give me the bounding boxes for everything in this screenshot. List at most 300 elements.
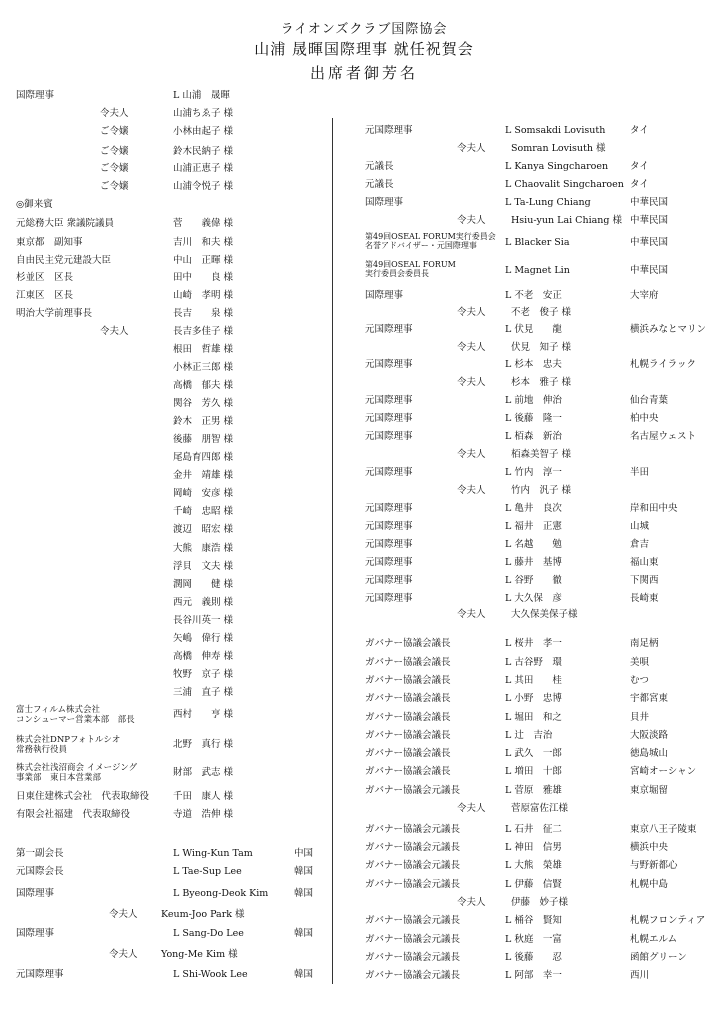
- attendee-name: 後藤 朋智 様: [173, 434, 234, 445]
- attendee-row: [16, 88, 321, 104]
- attendee-role: 令夫人: [457, 307, 486, 318]
- attendee-name: 大熊 康浩 様: [173, 543, 234, 554]
- attendee-name: 山浦正恵子 様: [173, 163, 234, 174]
- attendee-name: L 谷野 徹: [505, 575, 562, 586]
- attendee-name: L 伏見 龍: [505, 324, 562, 335]
- attendee-role: 元国際理事: [16, 969, 64, 980]
- attendee-affiliation: 札幌ライラック: [630, 359, 697, 370]
- attendee-affiliation: 宮崎オーシャン: [630, 766, 697, 777]
- attendee-affiliation: タイ: [630, 179, 649, 190]
- org-name: ライオンズクラブ国際協会: [280, 22, 448, 37]
- attendee-affiliation: 半田: [630, 467, 650, 478]
- attendee-affiliation: 倉吉: [630, 539, 650, 550]
- attendee-name: 潤岡 健 様: [173, 579, 234, 590]
- attendee-row: [365, 141, 710, 157]
- attendee-row: [365, 655, 710, 671]
- attendee-name: L 古谷野 環: [505, 657, 562, 668]
- attendee-row: [365, 913, 710, 929]
- attendee-name: 山浦令悦子 様: [173, 181, 234, 192]
- attendee-affiliation: 山城: [630, 521, 650, 532]
- attendee-role: 国際理事: [16, 928, 55, 939]
- attendee-role: 元国際理事: [365, 575, 413, 586]
- attendee-affiliation: 宇都宮東: [630, 693, 669, 704]
- attendee-affiliation: 中華民国: [630, 197, 669, 208]
- attendee-name: L Kanya Singcharoen: [505, 161, 609, 172]
- attendee-name: L 其田 桂: [505, 675, 562, 686]
- attendee-name: Somran Lovisuth 様: [511, 143, 606, 154]
- attendee-role: 国際理事: [365, 197, 404, 208]
- attendee-name: 栢森美智子 様: [511, 449, 572, 460]
- attendee-row: [16, 124, 321, 140]
- attendee-name: 西村 亨 様: [173, 709, 234, 720]
- attendee-name: L 亀井 良次: [505, 503, 562, 514]
- attendee-row: [16, 179, 321, 195]
- attendee-row: [16, 378, 321, 394]
- attendee-affiliation: 徳島城山: [630, 748, 669, 759]
- attendee-role: 令夫人: [457, 342, 486, 353]
- attendee-name: 北野 真行 様: [173, 739, 234, 750]
- attendee-name: 矢嶋 偉行 様: [173, 633, 234, 644]
- attendee-affiliation: 中国: [294, 848, 314, 859]
- attendee-name: L Shi-Wook Lee: [173, 969, 248, 980]
- attendee-name: 伏見 知子 様: [511, 342, 572, 353]
- attendee-row: [16, 450, 321, 466]
- attendee-name: L 石井 征二: [505, 824, 562, 835]
- attendee-row: [16, 144, 321, 160]
- attendee-role: ご令嬢: [100, 163, 129, 174]
- attendee-name: L 名越 勉: [505, 539, 562, 550]
- attendee-row: [16, 807, 321, 823]
- attendee-name: 長谷川英一 様: [173, 615, 234, 626]
- attendee-name: 中山 正暉 様: [173, 255, 234, 266]
- attendee-row: [16, 789, 321, 805]
- attendee-role: ガバナー協議会元議長: [365, 934, 461, 945]
- attendee-role: 国際理事: [365, 290, 404, 301]
- attendee-row: [16, 288, 321, 304]
- attendee-affiliation: 札幌フロンティア: [630, 915, 706, 926]
- attendee-row: [16, 967, 321, 983]
- attendee-role: 元国際会長: [16, 866, 64, 877]
- attendee-role: 令夫人: [457, 449, 486, 460]
- attendee-role: 日東住建株式会社 代表取締役: [16, 791, 150, 802]
- attendee-row: [16, 907, 321, 923]
- attendee-name: L 前地 伸治: [505, 395, 562, 406]
- attendee-affiliation: 韓国: [294, 969, 314, 980]
- attendee-row: [365, 159, 710, 175]
- attendee-role: ガバナー協議会元議長: [365, 842, 461, 853]
- attendee-affiliation: 東京堀留: [630, 785, 669, 796]
- attendee-row: [16, 396, 321, 412]
- attendee-row: [365, 483, 710, 499]
- attendee-row: [365, 501, 710, 517]
- attendee-row: [16, 737, 321, 753]
- attendee-name: 田中 良 様: [173, 272, 234, 283]
- attendee-row: [365, 968, 710, 984]
- attendee-name: 高橋 郁夫 様: [173, 380, 234, 391]
- attendee-role: 令夫人: [457, 897, 486, 908]
- attendee-row: [16, 216, 321, 232]
- attendee-row: [365, 895, 710, 911]
- attendee-row: [16, 270, 321, 286]
- attendee-role: 株式会社DNPフォトルシオ 常務執行役員: [16, 735, 121, 755]
- attendee-row: [16, 342, 321, 358]
- attendee-row: [365, 840, 710, 856]
- attendee-row: [16, 707, 321, 723]
- attendee-role: ガバナー協議会元議長: [365, 970, 461, 981]
- attendee-row: [365, 710, 710, 726]
- attendee-row: [365, 375, 710, 391]
- attendee-role: 元国際理事: [365, 395, 413, 406]
- attendee-row: [365, 607, 710, 623]
- attendee-row: [365, 932, 710, 948]
- attendee-name: L 菅原 雅雄: [505, 785, 562, 796]
- attendee-name: 千崎 忠昭 様: [173, 506, 234, 517]
- attendee-role: 元国際理事: [365, 359, 413, 370]
- attendee-role: 第49回OSEAL FORUM 実行委員会委員長: [365, 260, 456, 278]
- attendee-name: 浮貝 文夫 様: [173, 561, 234, 572]
- attendee-role: 元議長: [365, 161, 394, 172]
- attendee-name: 金井 靖雄 様: [173, 470, 234, 481]
- attendee-name: L 伊藤 信賢: [505, 879, 562, 890]
- attendee-row: [365, 177, 710, 193]
- attendee-name: L 山浦 晟暉: [173, 90, 230, 101]
- attendee-role: ガバナー協議会元議長: [365, 879, 461, 890]
- event-title: 山浦 晟暉国際理事 就任祝賀会: [254, 40, 474, 58]
- attendee-name: 牧野 京子 様: [173, 669, 234, 680]
- attendee-name: L 藤井 基博: [505, 557, 562, 568]
- attendee-role: ご令嬢: [100, 181, 129, 192]
- attendee-name: 長吉多佳子 様: [173, 326, 234, 337]
- attendee-row: [16, 324, 321, 340]
- attendee-affiliation: タイ: [630, 125, 649, 136]
- attendee-name: L 不老 安正: [505, 290, 562, 301]
- attendee-row: [365, 322, 710, 338]
- attendee-row: [365, 691, 710, 707]
- attendee-name: 高橋 伸寿 様: [173, 651, 234, 662]
- attendee-name: 根田 哲雄 様: [173, 344, 234, 355]
- attendee-row: [16, 414, 321, 430]
- attendee-name: L 大熊 榮雄: [505, 860, 562, 871]
- attendee-row: [16, 486, 321, 502]
- attendee-affiliation: 岸和田中央: [630, 503, 678, 514]
- attendee-row: [365, 123, 710, 139]
- attendee-row: [365, 728, 710, 744]
- attendee-role: ご令嬢: [100, 126, 129, 137]
- attendee-name: 寺道 浩伸 様: [173, 809, 234, 820]
- attendee-role: 令夫人: [457, 377, 486, 388]
- attendee-affiliation: 柏中央: [630, 413, 659, 424]
- attendee-row: [365, 429, 710, 445]
- attendee-row: [365, 288, 710, 304]
- attendee-affiliation: 貝井: [630, 712, 650, 723]
- attendee-role: ガバナー協議会元議長: [365, 952, 461, 963]
- attendee-role: 元国際理事: [365, 503, 413, 514]
- attendee-name: L Tae-Sup Lee: [173, 866, 242, 877]
- attendee-role: 令夫人: [109, 949, 138, 960]
- attendee-name: L 竹内 淳一: [505, 467, 562, 478]
- attendee-role: 元国際理事: [365, 125, 413, 136]
- attendee-row: [16, 947, 321, 963]
- attendee-name: L 武久 一郎: [505, 748, 562, 759]
- attendee-name: L 増田 十郎: [505, 766, 562, 777]
- attendee-role: 令夫人: [457, 803, 486, 814]
- attendee-affiliation: 札幌エルム: [630, 934, 678, 945]
- attendee-role: 元国際理事: [365, 431, 413, 442]
- attendee-role: 元国際理事: [365, 521, 413, 532]
- attendee-role: 元国際理事: [365, 593, 413, 604]
- attendee-role: 江東区 区長: [16, 290, 74, 301]
- attendee-row: [16, 613, 321, 629]
- attendee-role: 元国際理事: [365, 467, 413, 478]
- attendee-name: L Sang-Do Lee: [173, 928, 244, 939]
- attendee-name: L 大久保 彦: [505, 593, 562, 604]
- attendee-name: Keum-Joo Park 様: [161, 909, 245, 920]
- attendee-row: [16, 926, 321, 942]
- attendee-name: 伊藤 妙子様: [511, 897, 569, 908]
- attendee-name: 小林由起子 様: [173, 126, 234, 137]
- attendee-row: [365, 213, 710, 229]
- attendee-name: L 杉本 忠夫: [505, 359, 562, 370]
- attendee-role: ガバナー協議会元議長: [365, 785, 461, 796]
- attendee-name: L 神田 信男: [505, 842, 562, 853]
- attendee-role: 第49回OSEAL FORUM実行委員会 名誉アドバイザー・元国際理事: [365, 232, 496, 250]
- attendee-role: 元国際理事: [365, 413, 413, 424]
- attendee-name: L 栢森 新治: [505, 431, 562, 442]
- attendee-affiliation: 長崎東: [630, 593, 659, 604]
- attendee-row: [365, 636, 710, 652]
- attendee-name: L Somsakdi Lovisuth: [505, 125, 606, 136]
- attendee-row: [16, 306, 321, 322]
- attendee-row: [16, 595, 321, 611]
- attendee-row: [16, 559, 321, 575]
- attendee-affiliation: 仙台青葉: [630, 395, 669, 406]
- attendee-role: ガバナー協議会議長: [365, 712, 451, 723]
- attendee-row: [365, 519, 710, 535]
- attendee-role: 令夫人: [457, 609, 486, 620]
- attendee-row: [365, 673, 710, 689]
- attendee-role: ガバナー協議会議長: [365, 748, 451, 759]
- attendee-row: [16, 468, 321, 484]
- attendee-row: [365, 447, 710, 463]
- column-divider: [332, 118, 333, 984]
- attendee-name: 大久保美保子様: [511, 609, 578, 620]
- attendee-name: 杉本 雅子 様: [511, 377, 572, 388]
- attendee-name: 岡崎 安彦 様: [173, 488, 234, 499]
- attendee-name: 西元 義則 様: [173, 597, 234, 608]
- attendee-role: ガバナー協議会議長: [365, 766, 451, 777]
- attendee-name: 千田 康人 様: [173, 791, 234, 802]
- attendee-name: L 後藤 隆一: [505, 413, 562, 424]
- attendee-affiliation: 与野新都心: [630, 860, 678, 871]
- attendee-name: L 堀田 和之: [505, 712, 562, 723]
- attendee-role: 令夫人: [109, 909, 138, 920]
- attendee-row: [365, 801, 710, 817]
- attendee-name: L Magnet Lin: [505, 265, 570, 276]
- attendee-row: [16, 649, 321, 665]
- attendee-affiliation: 韓国: [294, 888, 314, 899]
- attendee-row: [365, 764, 710, 780]
- attendee-row: [16, 577, 321, 593]
- attendee-affiliation: 函館グリーン: [630, 952, 687, 963]
- attendee-affiliation: 西川: [630, 970, 650, 981]
- attendee-role: ガバナー協議会議長: [365, 693, 451, 704]
- attendee-affiliation: 東京八王子陵東: [630, 824, 697, 835]
- attendee-name: 長吉 泉 様: [173, 308, 234, 319]
- attendee-role: 有限会社福建 代表取締役: [16, 809, 131, 820]
- attendee-name: L 桜井 孝一: [505, 638, 562, 649]
- attendee-name: L Wing-Kun Tam: [173, 848, 253, 859]
- attendee-name: 山浦ちゑ子 様: [173, 108, 234, 119]
- attendee-role: 国際理事: [16, 888, 55, 899]
- attendee-name: L 秋庭 一富: [505, 934, 562, 945]
- attendee-row: [365, 232, 710, 251]
- attendee-affiliation: 中華民国: [630, 265, 669, 276]
- attendee-row: [16, 360, 321, 376]
- attendee-row: [16, 106, 321, 122]
- attendee-row: [365, 537, 710, 553]
- attendee-row: [365, 746, 710, 762]
- attendee-row: [365, 305, 710, 321]
- attendee-row: [365, 573, 710, 589]
- attendee-row: [16, 667, 321, 683]
- attendee-name: L 福井 正憲: [505, 521, 562, 532]
- attendee-affiliation: 札幌中島: [630, 879, 669, 890]
- attendee-row: [365, 783, 710, 799]
- attendee-affiliation: 福山東: [630, 557, 659, 568]
- attendee-row: [16, 197, 321, 213]
- attendee-role: 令夫人: [100, 326, 129, 337]
- attendee-affiliation: 横浜中央: [630, 842, 669, 853]
- attendee-role: ガバナー協議会元議長: [365, 860, 461, 871]
- attendee-affiliation: タイ: [630, 161, 649, 172]
- attendee-affiliation: 下関西: [630, 575, 659, 586]
- attendee-row: [365, 822, 710, 838]
- attendee-row: [16, 541, 321, 557]
- attendee-affiliation: 中華民国: [630, 215, 669, 226]
- attendee-name: 鈴木 正男 様: [173, 416, 234, 427]
- attendee-role: 元議長: [365, 179, 394, 190]
- attendee-row: [365, 260, 710, 279]
- attendee-role: 元国際理事: [365, 557, 413, 568]
- attendee-affiliation: 大宰府: [630, 290, 659, 301]
- attendee-row: [365, 195, 710, 211]
- attendee-affiliation: 美唄: [630, 657, 650, 668]
- attendee-row: [365, 950, 710, 966]
- attendee-name: L Byeong-Deok Kim: [173, 888, 269, 899]
- attendee-name: L 阿部 幸一: [505, 970, 562, 981]
- attendee-affiliation: むつ: [630, 675, 650, 686]
- attendee-role: 令夫人: [457, 215, 486, 226]
- attendee-role: ガバナー協議会議長: [365, 675, 451, 686]
- attendee-name: Hsiu-yun Lai Chiang 様: [511, 215, 622, 226]
- attendee-name: L 桶谷 賢知: [505, 915, 562, 926]
- attendee-role: 元国際理事: [365, 324, 413, 335]
- attendee-row: [365, 357, 710, 373]
- attendee-affiliation: 横浜みなとマリン: [630, 324, 707, 335]
- attendee-row: [16, 864, 321, 880]
- attendee-role: ガバナー協議会元議長: [365, 824, 461, 835]
- attendee-role: 国際理事: [16, 90, 55, 101]
- attendee-name: L Ta-Lung Chiang: [505, 197, 591, 208]
- attendee-row: [365, 393, 710, 409]
- attendee-row: [365, 877, 710, 893]
- attendee-role: 第一副会長: [16, 848, 64, 859]
- attendee-name: L Chaovalit Singcharoen: [505, 179, 624, 190]
- attendee-name: L 辻 吉治: [505, 730, 553, 741]
- attendee-role: 富士フィルム株式会社 コンシューマー営業本部 部長: [16, 705, 135, 725]
- attendee-row: [365, 411, 710, 427]
- attendee-role: 令夫人: [457, 143, 486, 154]
- attendee-row: [16, 432, 321, 448]
- attendee-name: 鈴木民納子 様: [173, 146, 234, 157]
- attendee-name: 小林正三郎 様: [173, 362, 234, 373]
- attendee-role: 令夫人: [100, 108, 129, 119]
- attendee-row: [16, 846, 321, 862]
- attendee-role: ガバナー協議会元議長: [365, 915, 461, 926]
- attendee-name: 竹内 汎子 様: [511, 485, 572, 496]
- attendee-name: 関谷 芳久 様: [173, 398, 234, 409]
- attendee-name: 三浦 直子 様: [173, 687, 234, 698]
- attendee-role: 元国際理事: [365, 539, 413, 550]
- attendee-affiliation: 南足柄: [630, 638, 659, 649]
- attendee-role: 令夫人: [457, 485, 486, 496]
- attendee-row: [16, 161, 321, 177]
- attendee-name: 山崎 孝明 様: [173, 290, 234, 301]
- attendee-name: 菅原富佐江様: [511, 803, 569, 814]
- attendee-row: [16, 522, 321, 538]
- attendee-role: 杉並区 区長: [16, 272, 74, 283]
- attendee-row: [16, 631, 321, 647]
- attendee-name: L Blacker Sia: [505, 237, 570, 248]
- attendee-name: 菅 義偉 様: [173, 218, 234, 229]
- attendee-name: 財部 武志 様: [173, 767, 234, 778]
- attendee-row: [365, 465, 710, 481]
- attendee-name: 尾島育四郎 様: [173, 452, 234, 463]
- attendee-role: ◎御来賓: [16, 199, 53, 210]
- attendee-row: [365, 340, 710, 356]
- attendee-role: 東京都 副知事: [16, 237, 83, 248]
- attendee-role: 明治大学前理事長: [16, 308, 93, 319]
- attendee-name: L 後藤 忍: [505, 952, 562, 963]
- attendee-role: ガバナー協議会議長: [365, 657, 451, 668]
- attendee-row: [16, 886, 321, 902]
- attendee-name: 不老 俊子 様: [511, 307, 572, 318]
- attendee-affiliation: 中華民国: [630, 237, 669, 248]
- attendee-role: ガバナー協議会議長: [365, 730, 451, 741]
- attendee-row: [365, 858, 710, 874]
- attendee-name: L 小野 忠博: [505, 693, 562, 704]
- attendee-role: ご令嬢: [100, 146, 129, 157]
- attendee-role: 株式会社浅沼商会 イメージング 事業部 東日本営業部: [16, 763, 138, 783]
- attendee-row: [16, 235, 321, 251]
- attendee-list-heading: 出席者御芳名: [309, 64, 418, 82]
- attendee-name: Yong-Me Kim 様: [161, 949, 238, 960]
- attendee-role: 自由民主党元建設大臣: [16, 255, 112, 266]
- attendee-role: 元総務大臣 衆議院議員: [16, 218, 115, 229]
- attendee-row: [365, 591, 710, 607]
- attendee-affiliation: 韓国: [294, 866, 314, 877]
- attendee-affiliation: 大阪淡路: [630, 730, 669, 741]
- attendee-row: [16, 765, 321, 781]
- attendee-affiliation: 韓国: [294, 928, 314, 939]
- attendee-name: 渡辺 昭宏 様: [173, 524, 234, 535]
- attendee-row: [16, 685, 321, 701]
- attendee-row: [16, 504, 321, 520]
- attendee-affiliation: 名古屋ウェスト: [630, 431, 697, 442]
- attendee-name: 吉川 和夫 様: [173, 237, 234, 248]
- attendee-row: [16, 253, 321, 269]
- attendee-role: ガバナー協議会議長: [365, 638, 451, 649]
